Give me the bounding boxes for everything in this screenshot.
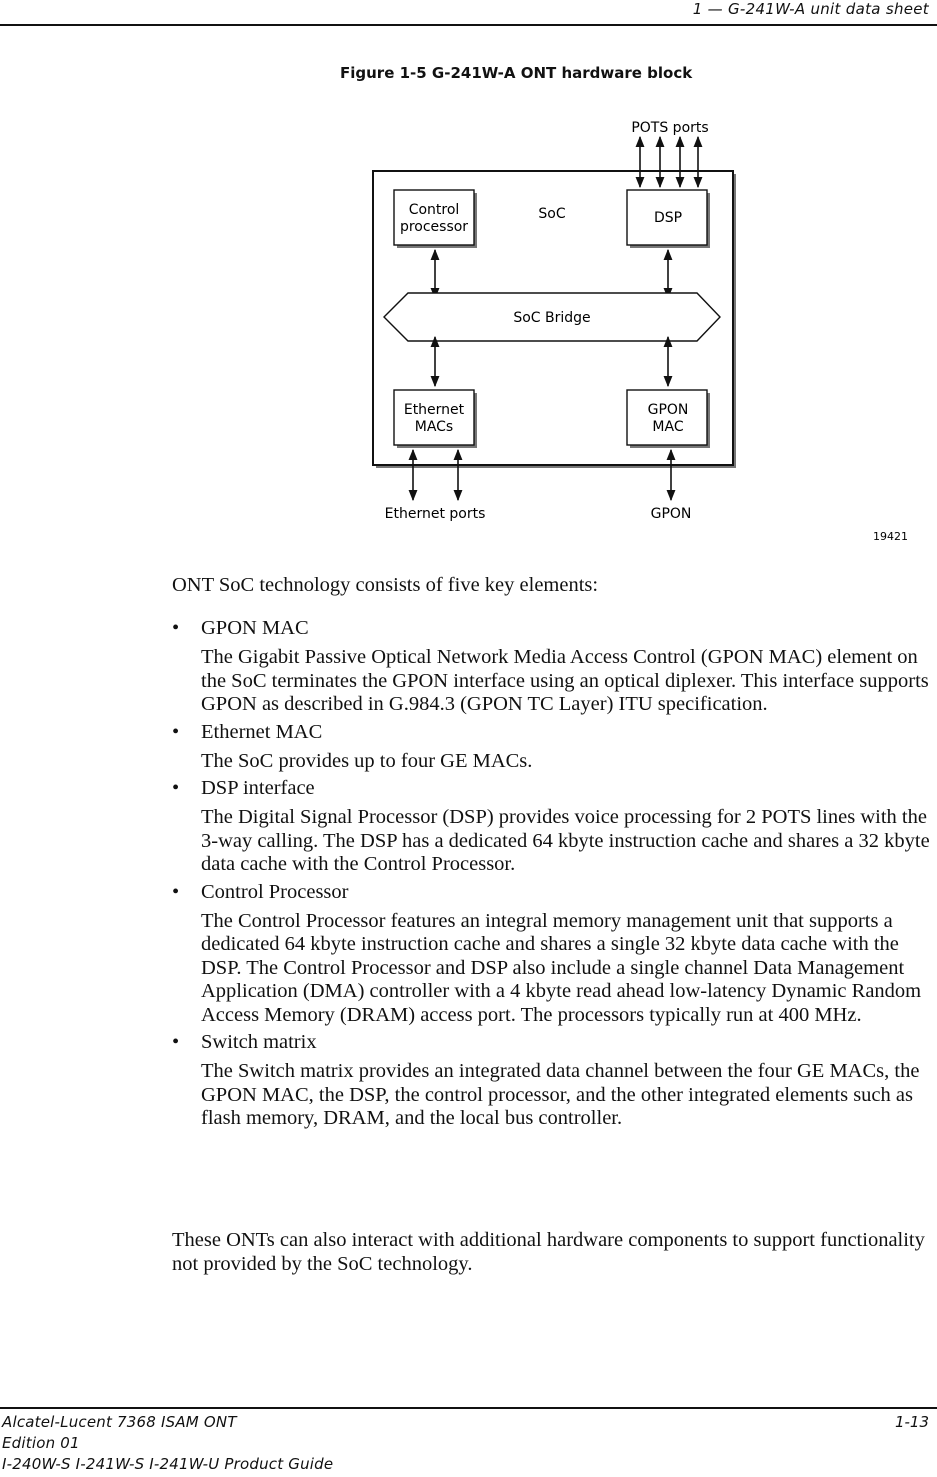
list-item — [172, 1031, 934, 1131]
gpon-label: GPON — [650, 506, 692, 522]
bullet-icon: • — [172, 1031, 180, 1053]
ethernet-macs-label-2: MACs — [414, 419, 454, 435]
bullet-icon: • — [172, 617, 180, 639]
control-processor-label-2: processor — [399, 219, 469, 235]
list-item — [172, 721, 934, 774]
list-item — [172, 777, 934, 877]
bullet-list — [172, 617, 934, 1135]
ethernet-ports-label: Ethernet ports — [384, 506, 486, 522]
footer-rule — [0, 1407, 937, 1409]
item-title-text: DSP interface — [201, 777, 315, 799]
footer-guide: I-240W-S I-241W-S I-241W-U Product Guide — [2, 1455, 334, 1473]
item-title — [172, 617, 934, 644]
item-title — [172, 777, 934, 804]
footer-product: Alcatel-Lucent 7368 ISAM ONT — [2, 1413, 237, 1431]
item-description: The Gigabit Passive Optical Network Media Access Control (GPON MAC) element on the SoC terminates the GPON interface using an optical diplexer. This interface supports GPON as described in G.984.3 (GPON TC Layer) ITU specification. — [201, 646, 929, 715]
item-title — [172, 1031, 934, 1058]
soc-bridge-label: SoC Bridge — [513, 310, 591, 326]
item-description: The SoC provides up to four GE MACs. — [201, 749, 533, 772]
hardware-block-diagram — [360, 110, 920, 550]
gpon-mac-label-2: MAC — [652, 419, 684, 435]
intro-paragraph: ONT SoC technology consists of five key elements: — [172, 574, 599, 596]
ethernet-macs-label-1: Ethernet — [403, 402, 465, 418]
soc-label: SoC — [538, 206, 566, 222]
page-number: 1-13 — [894, 1413, 929, 1431]
item-title-text: Control Processor — [201, 880, 349, 903]
item-description: The Control Processor features an integral memory management unit that supports a dedicated 64 kbyte instruction cache and shares a single 32 kbyte data cache with the DSP. The Control Processor and DSP also include a single channel Data Management Application (DMA) controller with a 4 kbyte read ahead low-latency Dynamic Random Access Memory (DRAM) access port. The processors typically run at 400 MHz. — [201, 909, 922, 1026]
item-title-text: Ethernet MAC — [201, 720, 323, 743]
list-item — [172, 881, 934, 1028]
header-rule — [0, 24, 937, 26]
running-header: 1 — G-241W-A unit data sheet — [692, 0, 929, 18]
bullet-icon: • — [172, 880, 180, 903]
item-title — [172, 881, 934, 908]
bullet-icon: • — [172, 720, 180, 743]
closing-paragraph: These ONTs can also interact with additional hardware components to support functionality not provided by the SoC technology. — [172, 1229, 925, 1275]
dsp-label: DSP — [653, 210, 683, 226]
control-processor-label-1: Control — [408, 202, 460, 218]
item-description: The Switch matrix provides an integrated data channel between the four GE MACs, the GPON MAC, the DSP, the control processor, and the other integrated elements such as flash memory, DRAM, and the local bus controller. — [201, 1060, 920, 1129]
bullet-icon: • — [172, 777, 180, 799]
item-title-text: GPON MAC — [201, 617, 309, 639]
figure-id: 19421 — [873, 530, 908, 543]
item-description: The Digital Signal Processor (DSP) provides voice processing for 2 POTS lines with the 3-way calling. The DSP has a dedicated 64 kbyte instruction cache and shares a 32 kbyte data cache with the Control Processor. — [201, 806, 930, 875]
footer-edition: Edition 01 — [2, 1434, 80, 1452]
figure-caption: Figure 1-5 G-241W-A ONT hardware block — [340, 64, 693, 82]
list-item — [172, 617, 934, 717]
pots-ports-label: POTS ports — [631, 120, 709, 136]
item-title-text: Switch matrix — [201, 1031, 317, 1053]
gpon-mac-label-1: GPON — [647, 402, 689, 418]
item-title — [172, 721, 934, 748]
